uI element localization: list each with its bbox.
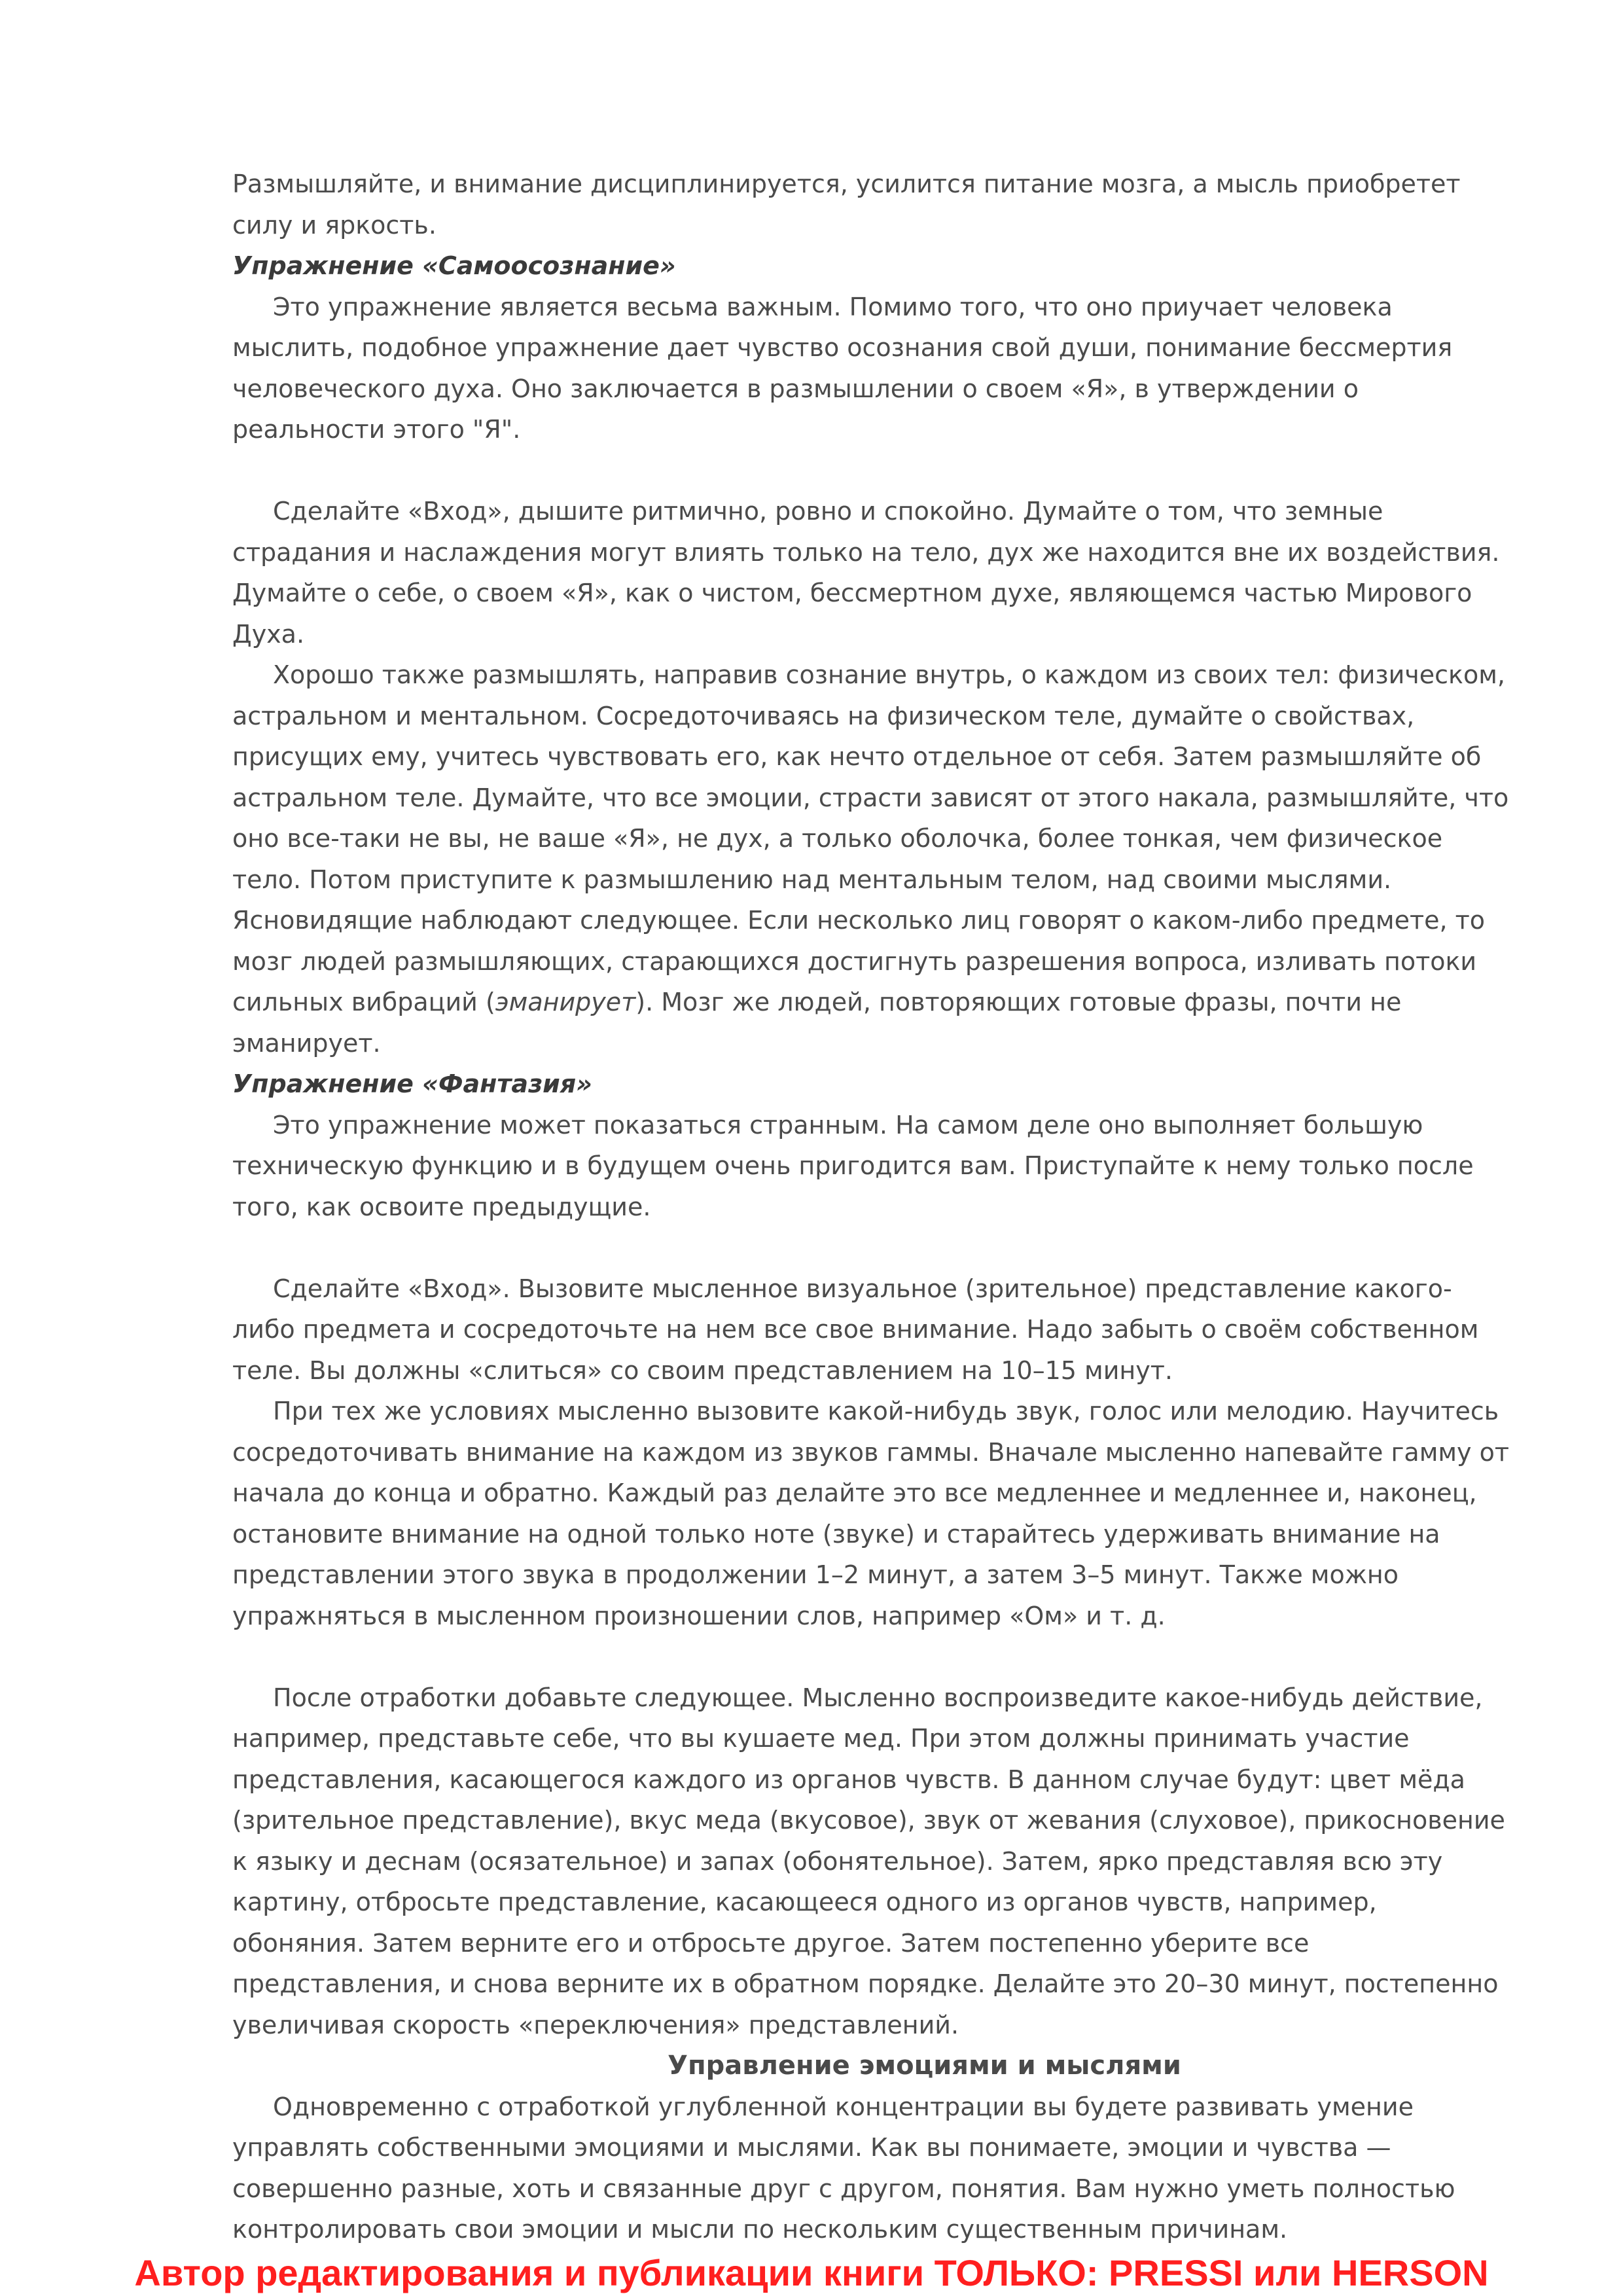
exercise-fantasy-paragraph-4: После отработки добавьте следующее. Мысленно воспроизведите какое-нибудь действие, например, представьте себе, что вы кушаете мед. При этом должны принимать участие представления, касающегося каждого из органов чувств. В данном случае будут: цвет мёда (зрительное представление), вкус меда (вкусовое), звук от жевания (слуховое), прикосновение к языку и деснам (осязательное) и запах (обонятельное). Затем, ярко представляя всю эту картину, отбросьте представление, касающееся одного из органов чувств, например, обоняния. Затем верните его и отбросьте другое. Затем постепенно уберите все представления, и снова верните их в обратном порядке. Делайте это 20–30 минут, постепенно увеличивая скорость «переключения» представлений. <box>232 1683 1505 2039</box>
exercise-fantasy-heading: Упражнение «Фантазия» <box>232 1069 592 1098</box>
exercise-fantasy-paragraph-2: Сделайте «Вход». Вызовите мысленное визуальное (зрительное) представление какого-либо предмета и сосредоточьте на нем все свое внимание. Надо забыть о своём собственном теле. Вы должны «слиться» со своим представлением на 10–15 минут. <box>232 1274 1479 1385</box>
paragraph-3-text-before: Хорошо также размышлять, направив сознание внутрь, о каждом из своих тел: физическом, астральном и ментальном. Сосредоточиваясь на физическом теле, думайте о свойствах, присущих ему, учитесь чувствовать его, как нечто отдельное от себя. Затем размышляйте об астральном теле. Думайте, что все эмоции, страсти зависят от этого накала, размышляйте, что оно все-таки не вы, не ваше «Я», не дух, а только оболочка, более тонкая, чем физическое тело. Потом приступите к размышлению над ментальным телом, над своими мыслями. Ясновидящие наблюдают следующее. Если несколько лиц говорят о каком-либо предмете, то мозг людей размышляющих, старающихся достигнуть разрешения вопроса, изливать потоки сильных вибраций ( <box>232 660 1509 1016</box>
intro-paragraph: Размышляйте, и внимание дисциплинируется, усилится питание мозга, а мысль приобретет силу и яркость. <box>232 170 1461 240</box>
exercise-self-awareness-paragraph-2: Сделайте «Вход», дышите ритмично, ровно и спокойно. Думайте о том, что земные страдания и наслаждения могут влиять только на тело, дух же находится вне их воздействия. Думайте о себе, о своем «Я», как о чистом, бессмертном духе, являющемся частью Мирового Духа. <box>232 497 1500 649</box>
exercise-self-awareness-paragraph-1: Это упражнение является весьма важным. Помимо того, что оно приучает человека мыслить, подобное упражнение дает чувство осознания свой души, понимание бессмертия человеческого духа. Оно заключается в размышлении о своем «Я», в утверждении о реальности этого "Я". <box>232 292 1453 444</box>
paragraph-3-text-after: ). Мозг же людей, повторяющих готовые фразы, почти не эманирует. <box>232 988 1402 1058</box>
document-body <box>232 164 1512 2250</box>
section-title: Управление эмоциями и мыслями <box>668 2051 1181 2081</box>
exercise-fantasy-paragraph-1: Это упражнение может показаться странным. На самом деле оно выполняет большую техническую функцию и в будущем очень пригодится вам. Приступайте к нему только после того, как освоите предыдущие. <box>232 1110 1474 1221</box>
exercise-self-awareness-heading: Упражнение «Самоосознание» <box>232 251 676 280</box>
section-paragraph-1: Одновременно с отработкой углубленной концентрации вы будете развивать умение управлять собственными эмоциями и мыслями. Как вы понимаете, эмоции и чувства — совершенно разные, хоть и связанные друг с другом, понятия. Вам нужно уметь полностью контролировать свои эмоции и мысли по нескольким существенным причинам. <box>232 2092 1455 2244</box>
exercise-self-awareness-paragraph-3 <box>232 655 1512 1064</box>
exercise-fantasy-paragraph-3: При тех же условиях мысленно вызовите какой-нибудь звук, голос или мелодию. Научитесь сосредоточивать внимание на каждом из звуков гаммы. Вначале мысленно напевайте гамму от начала до конца и обратно. Каждый раз делайте это все медленнее и медленнее и, наконец, остановите внимание на одной только ноте (звуке) и старайтесь удерживать внимание на представлении этого звука в продолжении 1–2 минут, а затем 3–5 минут. Также можно упражняться в мысленном произношении слов, например «Ом» и т. д. <box>232 1397 1510 1630</box>
paragraph-3-italic-term: эманирует <box>495 988 636 1016</box>
footer-author-notice: Автор редактирования и публикации книги ТОЛЬКО: PRESSI или HERSON <box>134 2252 1489 2293</box>
